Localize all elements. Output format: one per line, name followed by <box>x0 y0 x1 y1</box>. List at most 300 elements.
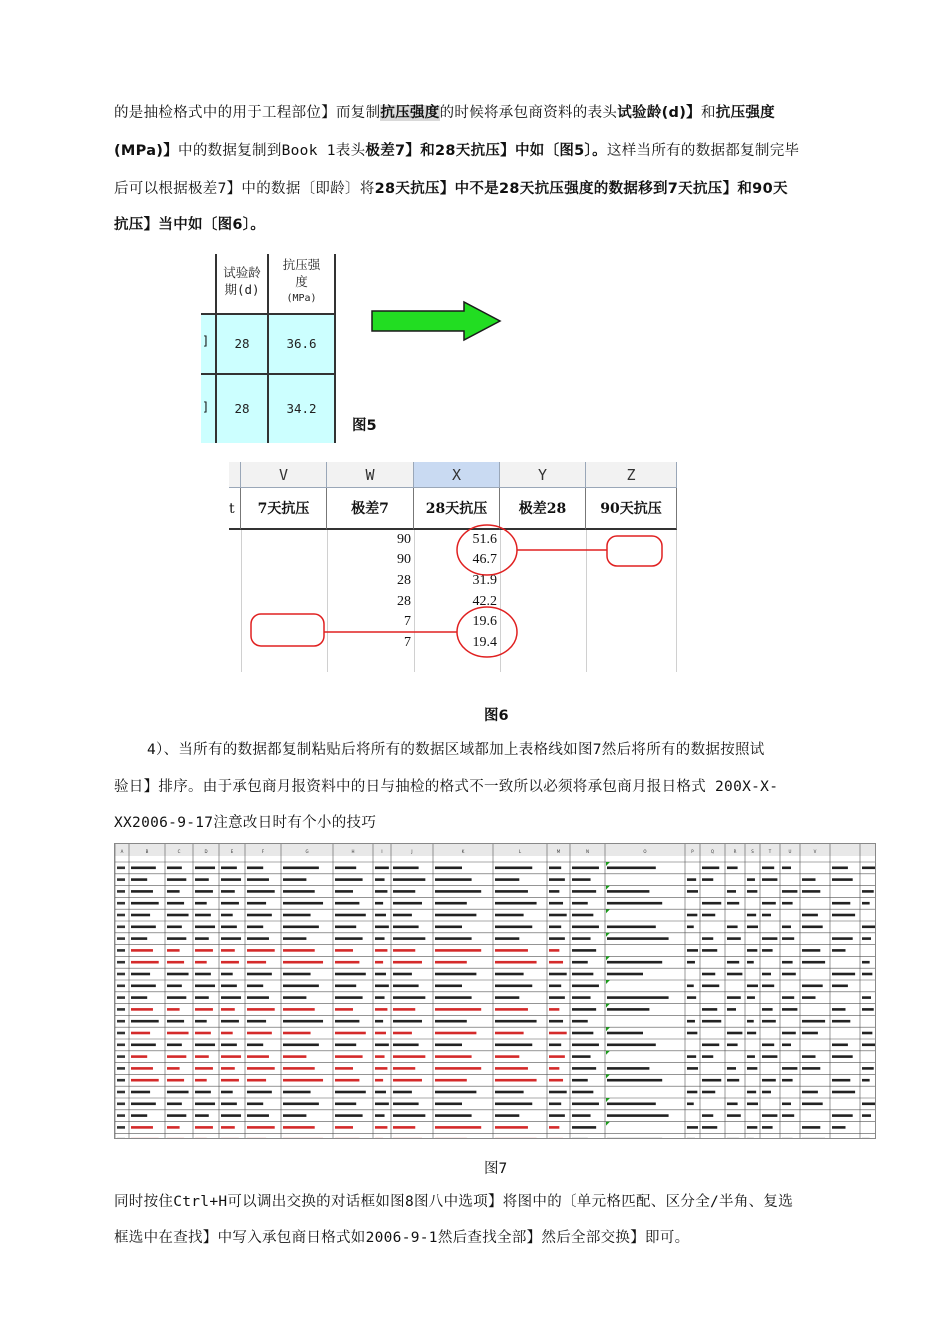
strength-cell: 36.6 <box>268 314 335 374</box>
cell-text <box>702 973 715 976</box>
cell-text <box>572 1055 591 1058</box>
cell-text <box>607 1044 656 1047</box>
row-number <box>117 890 125 893</box>
cell-text <box>572 1103 599 1106</box>
cell-text <box>247 867 263 870</box>
range7-value: 28 <box>397 573 411 588</box>
cell-text <box>393 1126 415 1129</box>
cell-text <box>572 985 599 988</box>
cell-text <box>832 985 848 988</box>
cell-text <box>335 867 356 870</box>
green-marker <box>606 1098 610 1102</box>
cell-text <box>702 1008 717 1011</box>
cell-text <box>862 902 870 905</box>
cell-text <box>131 1067 153 1070</box>
cell-text <box>495 1044 532 1047</box>
cell-text <box>131 902 159 905</box>
cell-text <box>832 973 855 976</box>
cell-text <box>247 878 269 881</box>
cell-text <box>435 890 481 893</box>
row-number <box>117 878 125 881</box>
cell-text <box>687 1103 694 1106</box>
cell-text <box>747 890 757 893</box>
cell-text <box>702 1126 717 1129</box>
cell-text <box>195 1020 207 1023</box>
cell-text <box>247 902 266 905</box>
strength28-value: 42.2 <box>472 594 497 609</box>
column-letter: L <box>518 849 522 854</box>
cell-text <box>435 878 472 881</box>
cell-text <box>549 1079 563 1082</box>
cell-text <box>221 914 233 917</box>
cell-text <box>572 1044 599 1047</box>
cell-text <box>495 996 519 999</box>
column-letter: D <box>204 849 208 854</box>
cell-text <box>283 890 315 893</box>
cell-text <box>283 926 319 929</box>
cell-text <box>167 1114 186 1117</box>
target-box <box>607 536 662 566</box>
cell-text <box>762 949 773 952</box>
cell-text <box>495 867 532 870</box>
cell-text <box>782 996 794 999</box>
cell-text <box>131 937 147 940</box>
cell-text <box>762 973 771 976</box>
cell-text <box>131 961 159 964</box>
cell-text <box>375 961 383 964</box>
cell-text <box>687 996 696 999</box>
row-number <box>117 961 125 964</box>
cell-text <box>131 914 150 917</box>
cell-text <box>782 1032 796 1035</box>
cell-text <box>167 1126 180 1129</box>
cell-text <box>607 1079 662 1082</box>
cell-text <box>167 1055 186 1058</box>
cell-text <box>832 1091 855 1094</box>
cell-text <box>195 1067 213 1070</box>
cell-text <box>247 1103 263 1106</box>
grid-line <box>267 254 269 443</box>
cell-text <box>862 1044 875 1047</box>
cell-text <box>495 949 528 952</box>
cell-text <box>687 961 695 964</box>
cell-text <box>221 1079 239 1082</box>
cell-text <box>283 1044 319 1047</box>
cell-text <box>802 914 818 917</box>
cell-text <box>607 996 669 999</box>
cell-text <box>167 867 182 870</box>
cell-text <box>195 1044 215 1047</box>
cell-text <box>687 1138 695 1139</box>
cell-text <box>549 890 559 893</box>
cell-text <box>747 878 755 881</box>
strength28-value: 46.7 <box>472 552 497 567</box>
cell-text <box>832 878 853 881</box>
cell-text <box>393 914 412 917</box>
cell-text <box>549 961 563 964</box>
cell-text <box>687 890 698 893</box>
cell-text <box>727 1114 741 1117</box>
row-number <box>117 996 125 999</box>
row-number <box>117 985 125 988</box>
cell-text <box>687 1055 696 1058</box>
cell-text <box>762 1114 777 1117</box>
cell-text <box>195 949 213 952</box>
cell-text <box>195 1079 207 1082</box>
cell-text <box>221 1067 235 1070</box>
row-number <box>117 1055 125 1058</box>
cell-text <box>247 1020 266 1023</box>
row-number <box>117 902 125 905</box>
cell-text <box>375 1067 387 1070</box>
cell-text <box>495 1103 532 1106</box>
cell-text <box>549 1138 563 1139</box>
cell-text <box>195 1138 207 1139</box>
cell-text <box>727 1079 739 1082</box>
para3-line-1: 同时按住Ctrl+H可以调出交换的对话框如图8图八中选项】将图中的〔单元格匹配、区分全/半角、复选 <box>114 1194 794 1210</box>
cell-text <box>335 949 353 952</box>
intro-line-2: (MPa)】中的数据复制到Book 1表头极差7】和28天抗压】中如〔图5〕。这样当所有的数据都复制完毕 <box>114 143 800 159</box>
column-letter: T <box>768 849 772 854</box>
cell-text <box>335 1032 366 1035</box>
cell-text <box>335 1126 353 1129</box>
cell-text <box>221 1091 233 1094</box>
cell-text <box>195 1008 213 1011</box>
cell-text <box>549 1103 561 1106</box>
cell-text <box>375 1032 386 1035</box>
cell-text <box>782 973 796 976</box>
cell-text <box>802 1032 818 1035</box>
cell-text <box>335 926 356 929</box>
cell-text <box>495 902 537 905</box>
cell-text <box>727 1138 739 1139</box>
cell-text <box>393 996 425 999</box>
cell-text <box>247 914 272 917</box>
row-number <box>117 1079 125 1082</box>
green-marker <box>606 1074 610 1078</box>
cell-text <box>283 1020 323 1023</box>
cell-text <box>607 1008 649 1011</box>
cell-text <box>607 1138 662 1139</box>
cell-text <box>435 1055 472 1058</box>
cell-text <box>283 996 306 999</box>
cell-text <box>727 1032 742 1035</box>
cell-text <box>393 1138 422 1139</box>
strength28-value: 31.9 <box>472 573 497 588</box>
range7-value: 7 <box>404 614 411 629</box>
cell-text <box>802 878 816 881</box>
cell-text <box>802 1103 823 1106</box>
cell-text <box>375 1079 383 1082</box>
cell-text <box>747 985 758 988</box>
green-marker <box>606 1027 610 1031</box>
cell-text <box>335 1138 359 1139</box>
cell-text <box>782 1079 793 1082</box>
column-letter: P <box>691 849 694 854</box>
cell-text <box>747 914 756 917</box>
cell-text <box>247 890 275 893</box>
grid-line <box>201 373 336 375</box>
cell-text <box>335 1114 363 1117</box>
cell-text <box>283 937 306 940</box>
cell-text <box>572 890 596 893</box>
cell-text <box>247 1079 266 1082</box>
cell-text <box>747 1032 756 1035</box>
cell-text <box>862 890 874 893</box>
cell-text <box>832 1055 853 1058</box>
cell-text <box>167 914 189 917</box>
cell-text <box>802 1091 818 1094</box>
figure-7-spreadsheet <box>114 843 876 1139</box>
cell-text <box>762 1055 777 1058</box>
cell-text <box>393 1067 415 1070</box>
cell-text <box>131 890 153 893</box>
cell-text <box>782 1138 793 1139</box>
cell-text <box>131 1020 159 1023</box>
column-header-bar <box>115 844 876 856</box>
cell-text <box>167 878 186 881</box>
cell-text <box>549 937 565 940</box>
cell-text <box>762 1079 776 1082</box>
cell-text <box>283 985 319 988</box>
cell-text <box>727 973 742 976</box>
cell-text <box>375 1091 386 1094</box>
strength28-value: 51.6 <box>472 532 497 547</box>
figure-5-caption: 图5 <box>352 418 377 434</box>
cell-text <box>727 902 739 905</box>
column-letter: Q <box>710 849 715 854</box>
cell-text <box>375 878 385 881</box>
cell-text <box>702 985 719 988</box>
cell-text <box>549 1114 565 1117</box>
range7-value: 28 <box>397 594 411 609</box>
cell-text <box>702 867 719 870</box>
cell-text <box>549 914 567 917</box>
cell-text <box>335 1055 363 1058</box>
cell-text <box>607 926 656 929</box>
cell-text <box>167 973 189 976</box>
cell-text <box>247 961 266 964</box>
column-letter: A <box>120 849 124 854</box>
cell-text <box>702 1020 721 1023</box>
column-letter: J <box>411 849 413 854</box>
cell-text <box>167 1008 180 1011</box>
column-header-v: V <box>241 462 327 488</box>
cell-text <box>572 1032 593 1035</box>
cell-text <box>195 961 207 964</box>
cell-text <box>495 926 532 929</box>
cell-text <box>702 1079 721 1082</box>
cell-text <box>607 1032 643 1035</box>
row-number <box>117 1044 125 1047</box>
cell-text <box>607 1114 669 1117</box>
figure-6-caption: 图6 <box>484 708 509 724</box>
cell-text <box>221 902 239 905</box>
cell-text <box>607 902 662 905</box>
cell-text <box>335 985 356 988</box>
cell-text <box>727 1008 736 1011</box>
cell-text <box>727 1044 738 1047</box>
column-letter: B <box>145 849 149 854</box>
cell-text <box>832 1044 848 1047</box>
cell-text <box>335 878 363 881</box>
cell-text <box>495 1126 528 1129</box>
cell-text <box>495 1067 528 1070</box>
row-number <box>117 926 125 929</box>
cell-text <box>782 1103 791 1106</box>
grid-line <box>334 254 336 443</box>
cell-text <box>335 1103 356 1106</box>
column-letter: O <box>643 849 647 854</box>
column-header-x: X <box>414 462 500 488</box>
cell-text <box>221 973 233 976</box>
cell-text <box>702 949 717 952</box>
cell-text <box>495 1055 519 1058</box>
cell-text <box>782 867 791 870</box>
green-marker <box>606 980 610 984</box>
cell-text <box>495 914 524 917</box>
cell-text <box>247 1055 269 1058</box>
header-age: 试验龄 期(d) <box>216 254 268 314</box>
cell-text <box>747 1055 755 1058</box>
cell-text <box>221 961 239 964</box>
row-number <box>117 949 125 952</box>
row-number <box>117 867 125 870</box>
cell-text <box>782 890 797 893</box>
cell-text <box>375 1126 387 1129</box>
cell-text <box>762 1091 771 1094</box>
cell-text <box>862 867 875 870</box>
cell-text <box>687 1126 698 1129</box>
cell-text <box>549 1067 559 1070</box>
cell-text <box>435 1103 462 1106</box>
cut-glyph: ] <box>202 334 210 348</box>
cell-text <box>435 926 462 929</box>
cell-text <box>435 914 476 917</box>
cell-text <box>195 937 209 940</box>
cell-text <box>167 961 184 964</box>
cell-text <box>862 961 870 964</box>
cell-text <box>335 973 366 976</box>
cell-text <box>727 937 741 940</box>
green-marker <box>606 862 610 866</box>
cell-text <box>862 973 872 976</box>
row-number <box>117 1067 125 1070</box>
cell-text <box>435 1114 472 1117</box>
cell-text <box>167 926 182 929</box>
cell-text <box>572 1114 591 1117</box>
cell-text <box>221 1020 239 1023</box>
green-marker <box>606 1004 610 1008</box>
cell-text <box>247 1032 272 1035</box>
age-cell: 28 <box>216 374 268 443</box>
cell-text <box>727 867 738 870</box>
cell-text <box>435 937 472 940</box>
cell-text <box>221 985 237 988</box>
cell-text <box>247 996 269 999</box>
cell-text <box>335 890 353 893</box>
header-strength: 抗压强 度 (MPa) <box>268 254 335 314</box>
cell-text <box>435 996 472 999</box>
cell-text <box>549 1032 567 1035</box>
cell-text <box>221 949 235 952</box>
cell-text <box>393 926 419 929</box>
cell-text <box>393 961 422 964</box>
field-header-90day: 90天抗压 <box>586 488 677 530</box>
cell-text <box>687 878 696 881</box>
cell-text <box>702 1091 715 1094</box>
cell-text <box>747 1020 754 1023</box>
para3-line-2: 框选中在查找】中写入承包商日格式如2006-9-1然后查找全部】然后全部交换】即可。 <box>114 1230 690 1246</box>
para2-line-2: 验日】排序。由于承包商月报资料中的日与抽检的格式不一致所以必须将承包商月报日格式 200X-X- <box>114 779 779 795</box>
cell-text <box>495 1138 537 1139</box>
cell-text <box>283 1055 306 1058</box>
cell-text <box>572 1126 596 1129</box>
cell-text <box>607 890 649 893</box>
cell-text <box>572 867 599 870</box>
cell-text <box>375 1055 385 1058</box>
cell-text <box>782 1008 797 1011</box>
cell-text <box>572 1138 588 1139</box>
cell-text <box>335 1091 366 1094</box>
cell-text <box>393 985 419 988</box>
para2-line-3: XX2006-9-17注意改日时有个小的技巧 <box>114 815 377 831</box>
cell-text <box>687 1020 695 1023</box>
cell-text <box>167 949 180 952</box>
cell-text <box>375 973 386 976</box>
cell-text <box>393 937 425 940</box>
cell-text <box>167 1020 184 1023</box>
cell-text <box>375 926 389 929</box>
cell-text <box>862 1079 870 1082</box>
cell-text <box>495 961 537 964</box>
cell-text <box>782 1044 791 1047</box>
cell-text <box>335 961 359 964</box>
cell-text <box>549 1126 559 1129</box>
cell-text <box>687 985 694 988</box>
cell-text <box>549 902 563 905</box>
row-number <box>117 1126 125 1129</box>
cell-text <box>832 949 846 952</box>
cell-text <box>802 949 820 952</box>
cell-text <box>131 973 150 976</box>
cell-text <box>702 1044 719 1047</box>
cell-text <box>549 985 561 988</box>
cell-text <box>832 1126 846 1129</box>
para2-line-1: 4）、当所有的数据都复制粘贴后将所有的数据区域都加上表格线如图7然后将所有的数据按照试 <box>147 742 765 758</box>
cell-text <box>131 1055 147 1058</box>
cell-text <box>375 914 386 917</box>
field-header-28day: 28天抗压 <box>414 488 500 530</box>
cell-text <box>167 1103 182 1106</box>
cell-text <box>832 902 850 905</box>
cell-text <box>167 985 182 988</box>
cell-text <box>247 1008 275 1011</box>
cell-text <box>495 1091 524 1094</box>
cell-text <box>247 926 263 929</box>
circle-annotation <box>457 607 517 657</box>
cell-text <box>495 937 519 940</box>
cell-text <box>375 949 387 952</box>
cell-text <box>195 867 215 870</box>
cell-text <box>283 949 315 952</box>
row-number <box>117 1032 125 1035</box>
strength28-value: 19.6 <box>472 614 497 629</box>
cell-text <box>727 1103 738 1106</box>
cell-text <box>167 1044 182 1047</box>
cell-text <box>782 1067 797 1070</box>
cell-text <box>247 985 263 988</box>
